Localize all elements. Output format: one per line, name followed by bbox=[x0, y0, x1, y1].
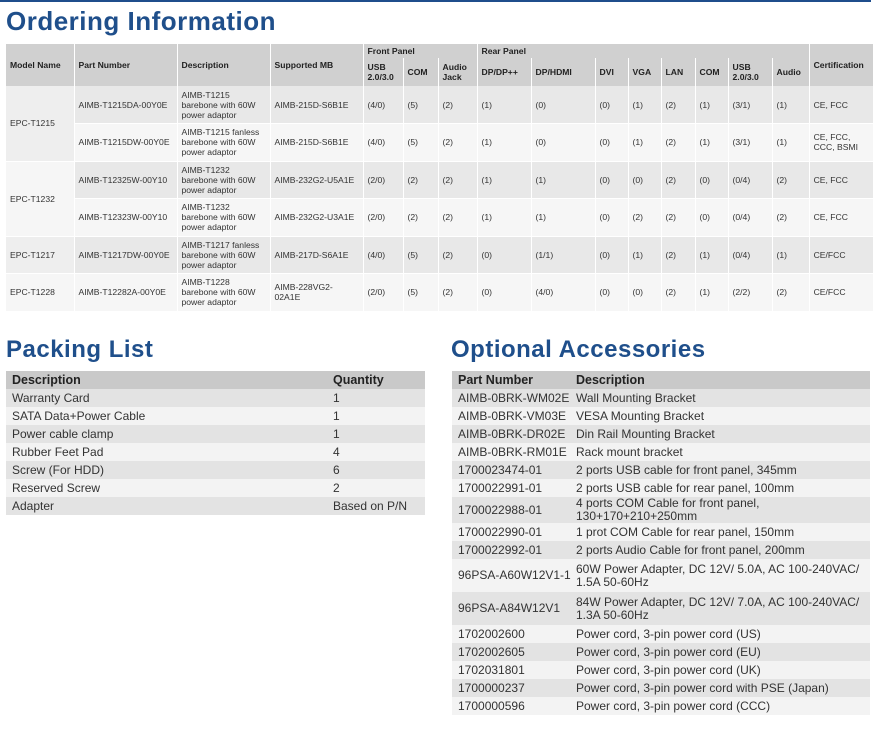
rear-port-cell: (3/1) bbox=[728, 124, 772, 162]
rear-port-cell: (1) bbox=[695, 274, 728, 312]
rear-port-cell: (2/2) bbox=[728, 274, 772, 312]
table-row bbox=[6, 236, 873, 274]
description-cell: AIMB-T1232 barebone with 60W power adaptor bbox=[177, 199, 270, 237]
packing-description-cell: Warranty Card bbox=[6, 389, 327, 407]
table-row bbox=[452, 461, 870, 479]
rear-port-cell: (1) bbox=[628, 86, 661, 124]
part-number-cell: AIMB-T12323W-00Y10 bbox=[74, 199, 177, 237]
supported-mb-cell: AIMB-232G2-U5A1E bbox=[270, 161, 363, 199]
description-cell: AIMB-T1232 barebone with 60W power adaptor bbox=[177, 161, 270, 199]
col-rear-dvi: DVI bbox=[595, 58, 628, 86]
rear-port-cell: (1/1) bbox=[531, 236, 595, 274]
rear-port-cell: (0) bbox=[595, 236, 628, 274]
col-front-panel: Front Panel bbox=[363, 44, 477, 58]
table-row bbox=[452, 697, 870, 715]
accessory-part-number-cell: 1702002600 bbox=[452, 625, 570, 643]
front-port-cell: (2) bbox=[403, 199, 438, 237]
packing-description-cell: Power cable clamp bbox=[6, 425, 327, 443]
certification-cell: CE/FCC bbox=[809, 236, 873, 274]
accessory-part-number-cell: 1700022991-01 bbox=[452, 479, 570, 497]
table-row bbox=[6, 407, 425, 425]
packing-description-cell: Adapter bbox=[6, 497, 327, 515]
rear-port-cell: (1) bbox=[628, 236, 661, 274]
packing-description-cell: Rubber Feet Pad bbox=[6, 443, 327, 461]
rear-port-cell: (2) bbox=[628, 199, 661, 237]
front-port-cell: (5) bbox=[403, 236, 438, 274]
certification-cell: CE, FCC bbox=[809, 161, 873, 199]
accessory-part-number-cell: 96PSA-A84W12V1 bbox=[452, 592, 570, 625]
table-row bbox=[452, 443, 870, 461]
rear-port-cell: (2) bbox=[661, 236, 695, 274]
front-port-cell: (5) bbox=[403, 274, 438, 312]
part-number-cell: AIMB-T12282A-00Y0E bbox=[74, 274, 177, 312]
rear-port-cell: (2) bbox=[661, 86, 695, 124]
rear-port-cell: (0) bbox=[595, 124, 628, 162]
rear-port-cell: (1) bbox=[695, 236, 728, 274]
accessory-description-cell: Power cord, 3-pin power cord (EU) bbox=[570, 643, 870, 661]
col-supported-mb: Supported MB bbox=[270, 44, 363, 86]
rear-port-cell: (4/0) bbox=[531, 274, 595, 312]
rear-port-cell: (2) bbox=[772, 274, 809, 312]
rear-port-cell: (0) bbox=[695, 199, 728, 237]
accessory-part-number-cell: AIMB-0BRK-RM01E bbox=[452, 443, 570, 461]
col-rear-dp: DP/DP++ bbox=[477, 58, 531, 86]
accessory-description-cell: VESA Mounting Bracket bbox=[570, 407, 870, 425]
col-rear-dphdmi: DP/HDMI bbox=[531, 58, 595, 86]
rear-port-cell: (1) bbox=[772, 236, 809, 274]
table-row bbox=[6, 497, 425, 515]
front-port-cell: (2) bbox=[438, 199, 477, 237]
ordering-table bbox=[6, 44, 874, 312]
accessory-part-number-cell: 1700000237 bbox=[452, 679, 570, 697]
col-front-usb: USB 2.0/3.0 bbox=[363, 58, 403, 86]
table-row bbox=[6, 199, 873, 237]
accessory-part-number-cell: 1700022992-01 bbox=[452, 541, 570, 559]
packing-quantity-cell: 2 bbox=[327, 479, 425, 497]
accessory-part-number-cell: AIMB-0BRK-DR02E bbox=[452, 425, 570, 443]
table-row bbox=[452, 523, 870, 541]
accessory-description-cell: Din Rail Mounting Bracket bbox=[570, 425, 870, 443]
rear-port-cell: (0) bbox=[477, 274, 531, 312]
description-cell: AIMB-T1228 barebone with 60W power adaptor bbox=[177, 274, 270, 312]
accessory-description-cell: 2 ports USB cable for rear panel, 100mm bbox=[570, 479, 870, 497]
rear-port-cell: (0) bbox=[628, 161, 661, 199]
certification-cell: CE, FCC, CCC, BSMI bbox=[809, 124, 873, 162]
optional-col-part-number: Part Number bbox=[452, 371, 570, 389]
table-row bbox=[452, 559, 870, 592]
col-rear-panel: Rear Panel bbox=[477, 44, 809, 58]
table-row bbox=[6, 124, 873, 162]
packing-col-description: Description bbox=[6, 371, 327, 389]
col-description: Description bbox=[177, 44, 270, 86]
rear-port-cell: (0) bbox=[595, 274, 628, 312]
rear-port-cell: (1) bbox=[477, 124, 531, 162]
rear-port-cell: (0) bbox=[695, 161, 728, 199]
accessory-description-cell: 1 prot COM Cable for rear panel, 150mm bbox=[570, 523, 870, 541]
front-port-cell: (5) bbox=[403, 86, 438, 124]
front-port-cell: (2) bbox=[438, 86, 477, 124]
front-port-cell: (2) bbox=[438, 161, 477, 199]
rear-port-cell: (1) bbox=[695, 124, 728, 162]
col-rear-com: COM bbox=[695, 58, 728, 86]
rear-port-cell: (1) bbox=[477, 86, 531, 124]
front-port-cell: (2/0) bbox=[363, 161, 403, 199]
front-port-cell: (2/0) bbox=[363, 199, 403, 237]
supported-mb-cell: AIMB-215D-S6B1E bbox=[270, 124, 363, 162]
table-row bbox=[452, 625, 870, 643]
accessory-part-number-cell: 1702031801 bbox=[452, 661, 570, 679]
rear-port-cell: (2) bbox=[772, 199, 809, 237]
rear-port-cell: (1) bbox=[695, 86, 728, 124]
description-cell: AIMB-T1215 barebone with 60W power adaptor bbox=[177, 86, 270, 124]
rear-port-cell: (2) bbox=[772, 161, 809, 199]
table-row bbox=[6, 479, 425, 497]
rear-port-cell: (1) bbox=[772, 86, 809, 124]
table-row bbox=[6, 161, 873, 199]
rear-port-cell: (0/4) bbox=[728, 236, 772, 274]
col-rear-vga: VGA bbox=[628, 58, 661, 86]
front-port-cell: (2) bbox=[438, 236, 477, 274]
rear-port-cell: (0) bbox=[595, 86, 628, 124]
rear-port-cell: (1) bbox=[477, 161, 531, 199]
optional-table bbox=[452, 371, 870, 715]
col-front-audio: Audio Jack bbox=[438, 58, 477, 86]
table-row bbox=[6, 86, 873, 124]
rear-port-cell: (0/4) bbox=[728, 199, 772, 237]
rear-port-cell: (1) bbox=[628, 124, 661, 162]
packing-table bbox=[6, 371, 425, 515]
front-port-cell: (5) bbox=[403, 124, 438, 162]
table-row bbox=[452, 425, 870, 443]
certification-cell: CE/FCC bbox=[809, 274, 873, 312]
table-row bbox=[6, 443, 425, 461]
packing-quantity-cell: 1 bbox=[327, 407, 425, 425]
accessory-description-cell: 2 ports USB cable for front panel, 345mm bbox=[570, 461, 870, 479]
table-row bbox=[452, 541, 870, 559]
top-rule bbox=[0, 0, 871, 2]
col-part-number: Part Number bbox=[74, 44, 177, 86]
front-port-cell: (2) bbox=[438, 124, 477, 162]
col-certification: Certification bbox=[809, 44, 873, 86]
packing-description-cell: SATA Data+Power Cable bbox=[6, 407, 327, 425]
table-row bbox=[6, 274, 873, 312]
accessory-part-number-cell: 1702002605 bbox=[452, 643, 570, 661]
rear-port-cell: (0) bbox=[628, 274, 661, 312]
accessory-part-number-cell: AIMB-0BRK-VM03E bbox=[452, 407, 570, 425]
accessory-part-number-cell: 1700022988-01 bbox=[452, 497, 570, 523]
table-row bbox=[452, 389, 870, 407]
accessory-description-cell: Power cord, 3-pin power cord (CCC) bbox=[570, 697, 870, 715]
rear-port-cell: (1) bbox=[477, 199, 531, 237]
packing-description-cell: Screw (For HDD) bbox=[6, 461, 327, 479]
accessory-description-cell: 60W Power Adapter, DC 12V/ 5.0A, AC 100-240VAC/ 1.5A 50-60Hz bbox=[570, 559, 870, 592]
col-rear-audio: Audio bbox=[772, 58, 809, 86]
optional-title: Optional Accessories bbox=[451, 336, 706, 363]
accessory-part-number-cell: 1700000596 bbox=[452, 697, 570, 715]
col-model-name: Model Name bbox=[6, 44, 74, 86]
packing-quantity-cell: 4 bbox=[327, 443, 425, 461]
table-row bbox=[6, 461, 425, 479]
rear-port-cell: (1) bbox=[531, 199, 595, 237]
table-row bbox=[452, 479, 870, 497]
rear-port-cell: (2) bbox=[661, 199, 695, 237]
supported-mb-cell: AIMB-232G2-U3A1E bbox=[270, 199, 363, 237]
accessory-description-cell: 2 ports Audio Cable for front panel, 200mm bbox=[570, 541, 870, 559]
table-row bbox=[452, 592, 870, 625]
supported-mb-cell: AIMB-215D-S6B1E bbox=[270, 86, 363, 124]
accessory-part-number-cell: 96PSA-A60W12V1-1 bbox=[452, 559, 570, 592]
accessory-part-number-cell: 1700023474-01 bbox=[452, 461, 570, 479]
rear-port-cell: (0/4) bbox=[728, 161, 772, 199]
rear-port-cell: (2) bbox=[661, 161, 695, 199]
col-rear-usb: USB 2.0/3.0 bbox=[728, 58, 772, 86]
part-number-cell: AIMB-T1217DW-00Y0E bbox=[74, 236, 177, 274]
col-front-com: COM bbox=[403, 58, 438, 86]
table-row bbox=[452, 679, 870, 697]
accessory-description-cell: Power cord, 3-pin power cord (UK) bbox=[570, 661, 870, 679]
accessory-description-cell: Wall Mounting Bracket bbox=[570, 389, 870, 407]
table-row bbox=[452, 661, 870, 679]
rear-port-cell: (0) bbox=[531, 124, 595, 162]
accessory-part-number-cell: 1700022990-01 bbox=[452, 523, 570, 541]
front-port-cell: (2) bbox=[438, 274, 477, 312]
accessory-part-number-cell: AIMB-0BRK-WM02E bbox=[452, 389, 570, 407]
optional-col-description: Description bbox=[570, 371, 870, 389]
model-name-cell: EPC-T1232 bbox=[6, 161, 74, 236]
front-port-cell: (4/0) bbox=[363, 236, 403, 274]
supported-mb-cell: AIMB-217D-S6A1E bbox=[270, 236, 363, 274]
packing-quantity-cell: 6 bbox=[327, 461, 425, 479]
rear-port-cell: (2) bbox=[661, 274, 695, 312]
part-number-cell: AIMB-T12325W-00Y10 bbox=[74, 161, 177, 199]
rear-port-cell: (1) bbox=[772, 124, 809, 162]
packing-quantity-cell: 1 bbox=[327, 425, 425, 443]
packing-description-cell: Reserved Screw bbox=[6, 479, 327, 497]
certification-cell: CE, FCC bbox=[809, 86, 873, 124]
accessory-description-cell: 84W Power Adapter, DC 12V/ 7.0A, AC 100-240VAC/ 1.3A 50-60Hz bbox=[570, 592, 870, 625]
ordering-title: Ordering Information bbox=[6, 6, 276, 36]
part-number-cell: AIMB-T1215DW-00Y0E bbox=[74, 124, 177, 162]
part-number-cell: AIMB-T1215DA-00Y0E bbox=[74, 86, 177, 124]
description-cell: AIMB-T1215 fanless barebone with 60W power adaptor bbox=[177, 124, 270, 162]
front-port-cell: (2/0) bbox=[363, 274, 403, 312]
table-row bbox=[6, 389, 425, 407]
packing-quantity-cell: Based on P/N bbox=[327, 497, 425, 515]
accessory-description-cell: Rack mount bracket bbox=[570, 443, 870, 461]
front-port-cell: (4/0) bbox=[363, 86, 403, 124]
rear-port-cell: (0) bbox=[595, 161, 628, 199]
packing-col-quantity: Quantity bbox=[327, 371, 425, 389]
accessory-description-cell: 4 ports COM Cable for front panel, 130+170+210+250mm bbox=[570, 497, 870, 523]
description-cell: AIMB-T1217 fanless barebone with 60W power adaptor bbox=[177, 236, 270, 274]
model-name-cell: EPC-T1217 bbox=[6, 236, 74, 274]
rear-port-cell: (0) bbox=[531, 86, 595, 124]
rear-port-cell: (2) bbox=[661, 124, 695, 162]
table-row bbox=[452, 643, 870, 661]
packing-quantity-cell: 1 bbox=[327, 389, 425, 407]
table-row bbox=[452, 497, 870, 523]
front-port-cell: (4/0) bbox=[363, 124, 403, 162]
rear-port-cell: (3/1) bbox=[728, 86, 772, 124]
rear-port-cell: (1) bbox=[531, 161, 595, 199]
model-name-cell: EPC-T1215 bbox=[6, 86, 74, 161]
rear-port-cell: (0) bbox=[477, 236, 531, 274]
col-rear-lan: LAN bbox=[661, 58, 695, 86]
table-row bbox=[6, 425, 425, 443]
rear-port-cell: (0) bbox=[595, 199, 628, 237]
supported-mb-cell: AIMB-228VG2-02A1E bbox=[270, 274, 363, 312]
table-row bbox=[452, 407, 870, 425]
certification-cell: CE, FCC bbox=[809, 199, 873, 237]
accessory-description-cell: Power cord, 3-pin power cord with PSE (Japan) bbox=[570, 679, 870, 697]
model-name-cell: EPC-T1228 bbox=[6, 274, 74, 312]
front-port-cell: (2) bbox=[403, 161, 438, 199]
packing-title: Packing List bbox=[6, 336, 154, 363]
accessory-description-cell: Power cord, 3-pin power cord (US) bbox=[570, 625, 870, 643]
